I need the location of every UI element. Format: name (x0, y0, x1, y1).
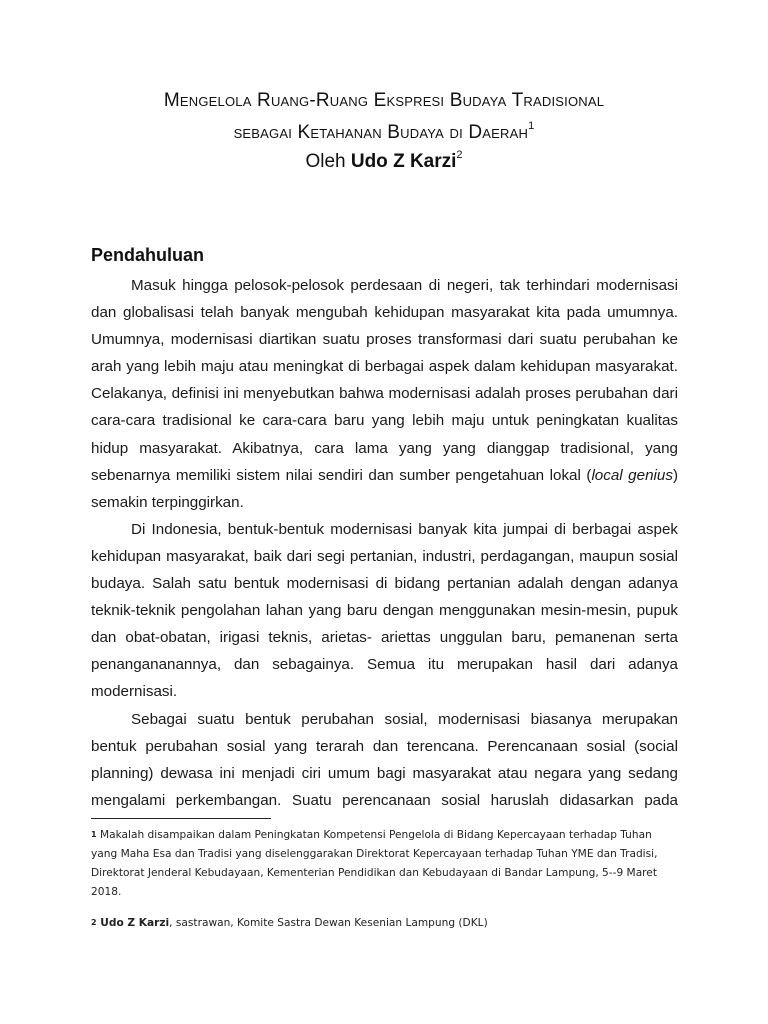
footnote-2 (91, 914, 671, 933)
footnote-1 (91, 826, 671, 902)
author-footnote-mark[interactable]: 2 (456, 149, 463, 161)
footnote-1-mark: 1 (91, 830, 97, 839)
title-footnote-mark[interactable]: 1 (528, 120, 535, 132)
section-heading: Pendahuluan (91, 245, 205, 265)
footnote-2-author: Udo Z Karzi (96, 917, 170, 929)
paragraph-1-text-before: Masuk hingga pelosok-pelosok perdesaan di negeri, tak terhindari modernisasi dan globalisasi telah banyak mengubah kehidupan masyarakat kita pada umumnya. Umumnya, modernisasi diartikan suatu proses transformasi dari suatu perubahan ke arah yang lebih maju atau meningkat di berbagai aspek dalam kehidupan masyarakat. Celakanya, definisi ini menyebutkan bahwa modernisasi adalah proses perubahan dari cara-cara tradisional ke cara-cara baru yang lebih maju untuk peningkatan kualitas hidup masyarakat. Akibatnya, cara lama yang yang dianggap tradisional, yang sebenarnya memiliki sistem nilai sendiri dan sumber pengetahuan lokal ( (91, 277, 678, 484)
footnote-1-text: Makalah disampaikan dalam Peningkatan Kompetensi Pengelola di Bidang Kepercayaan terhadap Tuhan yang Maha Esa dan Tradisi yang diselenggarakan Direktorat Kepercayaan terhadap Tuhan YME dan Tradisi, Direktorat Jenderal Kebudayaan, Kementerian Pendidikan dan Kebudayaan di Bandar Lampung, 5--9 Maret 2018. (91, 829, 658, 898)
body-text (91, 272, 678, 814)
paragraph-1-text-after: ) semakin terpinggirkan. (91, 466, 679, 511)
paragraph-3: Sebagai suatu bentuk perubahan sosial, modernisasi biasanya merupakan bentuk perubahan sosial yang terarah dan terencana. Perencanaan sosial (social planning) dewasa ini menjadi ciri umum bagi masyarakat atau negara yang sedang mengalami perkembangan. Suatu perencanaan sosial haruslah didasarkan pada (91, 710, 678, 809)
byline-prefix: Oleh (305, 151, 351, 172)
title-line-2-text: sebagai Ketahanan Budaya di Daerah (233, 122, 529, 143)
footnote-2-mark: 2 (91, 918, 97, 927)
paragraph-2: Di Indonesia, bentuk-bentuk modernisasi banyak kita jumpai di berbagai aspek kehidupan masyarakat, baik dari segi pertanian, industri, perdagangan, maupun sosial budaya. Salah satu bentuk modernisasi di bidang pertanian adalah dengan adanya teknik-teknik pengolahan lahan yang baru dengan menggunakan mesin-mesin, pupuk dan obat-obatan, irigasi teknis, arietas- ariettas unggulan baru, pemanenan serta penangananannya, dan sebagainya. Semua itu merupakan hasil dari adanya modernisasi. (91, 520, 678, 701)
author-name: Udo Z Karzi (350, 151, 457, 172)
footnote-2-text: , sastrawan, Komite Sastra Dewan Kesenian Lampung (DKL) (169, 917, 488, 929)
title-line-1-text: Mengelola Ruang-Ruang Ekspresi Budaya Tradisional (163, 90, 605, 111)
footnotes (91, 826, 671, 933)
byline (0, 151, 768, 173)
footnote-separator (91, 818, 271, 819)
paragraph-1 (91, 272, 678, 516)
document-title-line-1 (0, 90, 768, 112)
paragraph-1-italic-term: local genius (591, 466, 673, 484)
document-title-line-2 (0, 122, 768, 144)
